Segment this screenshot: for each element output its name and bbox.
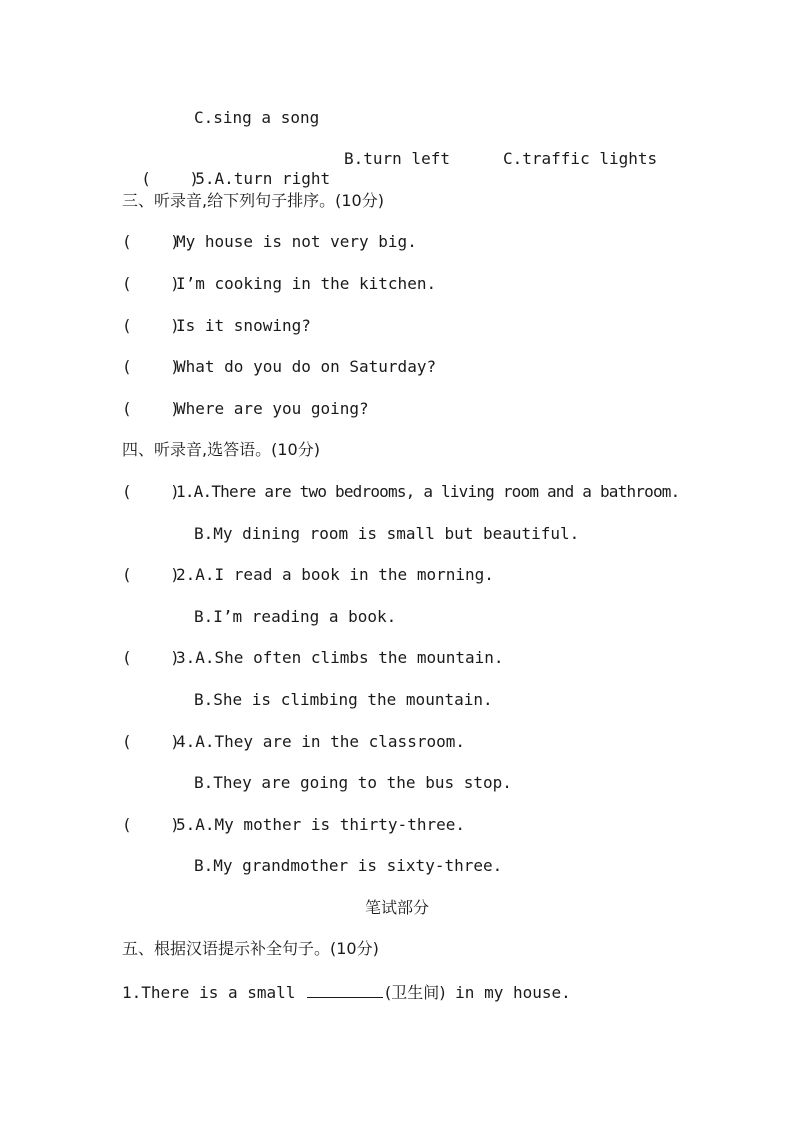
answer-paren[interactable]: ( ) [122,232,180,251]
section4-item-b: B.My dining room is small but beautiful. [194,524,580,543]
option-a-text: 3.A.She often climbs the mountain. [176,648,504,667]
section4-item-b: B.My grandmother is sixty-three. [194,856,503,875]
answer-paren[interactable]: ( ) [122,357,180,376]
section4-item-a [122,732,465,752]
sentence-text: I’m cooking in the kitchen. [176,274,437,293]
section4-item-b: B.She is climbing the mountain. [194,690,493,709]
answer-paren[interactable]: ( ) [122,565,180,584]
option-c-sing-a-song: C.sing a song [194,108,320,127]
answer-paren[interactable]: ( ) [122,399,180,418]
answer-paren[interactable]: ( ) [122,732,180,751]
section3-item [122,274,436,294]
answer-paren[interactable]: ( ) [122,815,180,834]
written-part-title: 笔试部分 [364,898,429,917]
section4-item-a [122,565,494,585]
option-a-text: 4.A.They are in the classroom. [176,732,465,751]
option-a-text: 1.A.There are two bedrooms, a living room and a bathroom. [176,482,680,501]
sentence-text: Where are you going? [176,399,369,418]
sentence-text: What do you do on Saturday? [176,357,437,376]
section3-item [122,399,369,419]
q1-text-before: 1.There is a small [122,983,306,1002]
q5-option-a: A.turn right [214,169,331,188]
answer-paren[interactable]: ( ) [122,648,180,667]
section3-heading: 三、听录音,给下列句子排序。(10分) [122,191,384,210]
section4-item-a [122,482,679,502]
section5-heading: 五、根据汉语提示补全句子。(10分) [122,939,379,958]
option-a-text: 5.A.My mother is thirty-three. [176,815,465,834]
answer-paren[interactable]: ( ) [122,316,180,335]
section5-question-1 [122,981,571,1003]
section4-item-b: B.They are going to the bus stop. [194,773,512,792]
q1-chinese-hint: (卫生间) [385,983,446,1002]
section3-item [122,357,436,377]
answer-paren[interactable]: ( ) [122,482,180,501]
answer-paren[interactable]: ( ) [122,274,180,293]
option-a-text: 2.A.I read a book in the morning. [176,565,494,584]
section4-item-b: B.I’m reading a book. [194,607,397,626]
sentence-text: My house is not very big. [176,232,417,251]
section3-item [122,316,311,336]
section4-heading: 四、听录音,选答语。(10分) [122,440,320,459]
answer-blank[interactable] [307,981,383,998]
sentence-text: Is it snowing? [176,316,311,335]
answer-paren[interactable]: ( ) [141,169,200,188]
q5-label: 5. [195,169,215,188]
q1-text-after: in my house. [445,983,571,1002]
section4-item-a [122,648,504,668]
section4-item-a [122,815,465,835]
section3-item [122,232,417,252]
q5-option-c: C.traffic lights [503,149,658,168]
q5-option-b: B.turn left [344,149,450,168]
